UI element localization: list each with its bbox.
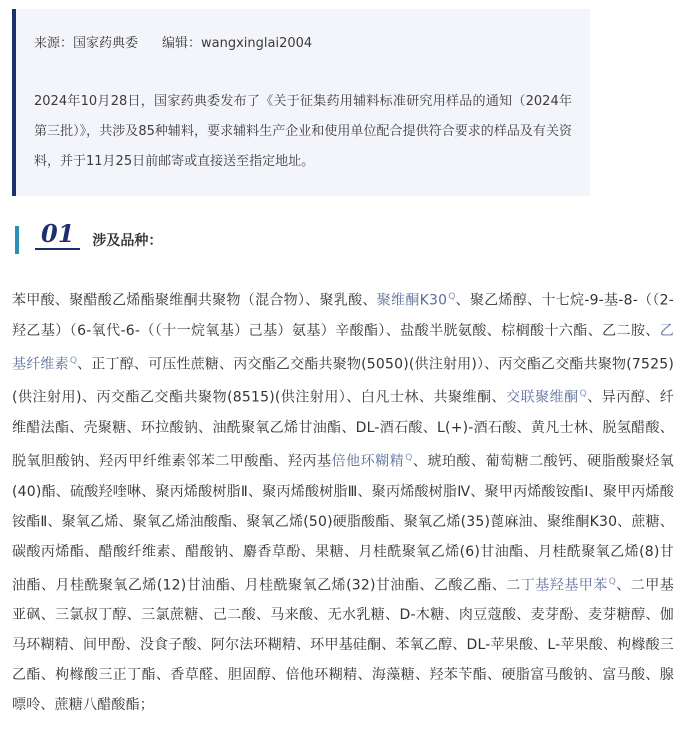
search-icon[interactable]: Q [448, 292, 456, 302]
keyword-link-bht[interactable]: 丁基羟基甲苯 [520, 577, 608, 594]
keyword-link-crospovidone[interactable]: 交联聚维酮 [506, 389, 579, 406]
keyword-link-pvp-k30[interactable]: 聚维酮K30 [376, 292, 448, 309]
search-icon[interactable]: Q [608, 576, 617, 587]
source-info-box [12, 9, 590, 196]
varieties-list [12, 282, 674, 720]
list-text: 、琥珀酸、葡萄糖二酸钙、硬脂酸聚烃氧(40)酯、硫酸羟喹啉、聚丙烯酸树脂Ⅱ、聚丙烯酸树脂Ⅲ、聚丙烯酸树脂Ⅳ、聚甲丙烯酸铵酯Ⅰ、聚甲丙烯酸铵酯Ⅱ、聚氧乙烯、聚氧乙烯油酸酯、聚氧乙烯(50)硬脂酸酯、聚氧乙烯(35)蓖麻油、聚维酮K30、蔗糖、碳酸丙烯酯、醋酸纤维素、醋酸钠、麝香草酚、果糖、月桂酰聚氧乙烯(6)甘油酯、月桂酰聚氧乙烯(8)甘油酯、月桂酰聚氧乙烯(12)甘油酯、月桂酰聚氧乙烯(32)甘油酯、乙酸乙酯、二 [12, 453, 675, 594]
source-label: 来源：国家药典委 [34, 36, 139, 51]
section-number: 01 [35, 222, 80, 250]
list-text: 、二甲基亚砜、三氯叔丁醇、三氯蔗糖、己二酸、马来酸、无水乳糖、D-木糖、肉豆蔻酸、麦芽酚、麦芽糖醇、伽马环糊精、间甲酚、没食子酸、阿尔法环糊精、环甲基硅酮、苯氧乙醇、DL-苹果酸、L-苹果酸、枸橼酸三乙酯、枸橼酸三正丁酯、香草醛、胆固醇、倍他环糊精、海藻糖、羟苯苄酯、硬脂富马酸钠、富马酸、腺嘌呤、蔗糖八醋酸酯； [12, 577, 674, 714]
section-accent-bar [15, 226, 19, 254]
summary-paragraph: 2024年10月28日，国家药典委发布了《关于征集药用辅料标准研究用样品的通知（2024年第三批）》，共涉及85种辅料，要求辅料生产企业和使用单位配合提供符合要求的样品及有关资料，并于11月25日前邮寄或直接送至指定地址。 [34, 94, 572, 169]
section-heading [15, 219, 163, 256]
list-text: 、正丁醇、可压性蔗糖、丙交酯乙交酯共聚物(5050)(供注射用)）、丙交酯乙交酯共聚物(7525)(供注射用)、丙交酯乙交酯共聚物(8515)(供注射用）、白凡士林、共聚维酮、 [12, 356, 674, 406]
meta-line [34, 35, 572, 53]
list-text: 、异丙醇、纤维醋法酯、壳聚糖、环拉酸钠、油酰聚氧乙烯甘油酯、DL-酒石酸、L(+)-酒石酸、黄凡士林、脱氢醋酸、脱氧胆酸钠、羟丙甲纤维素邻苯二甲酸酯、羟丙基 [12, 389, 674, 470]
search-icon[interactable]: Q [579, 389, 587, 400]
editor-label: 编辑：wangxinglai2004 [162, 36, 313, 51]
section-title: 涉及品种： [92, 233, 163, 249]
keyword-link-betadex[interactable]: 倍他环糊精 [331, 453, 405, 470]
search-icon[interactable]: Q [69, 355, 78, 366]
list-text: 苯甲酸、聚醋酸乙烯酯聚维酮共聚物（混合物）、聚乳酸、 [12, 292, 377, 309]
search-icon[interactable]: Q [405, 452, 413, 463]
list-text: 、聚乙烯醇、十七烷-9-基-8-（（2-羟乙基）（6-氧代-6-（（十一烷氧基）己基）氨基）辛酸酯）、盐酸半胱氨酸、棕榈酸十六酯、乙二胺、 [12, 292, 674, 339]
keyword-link-ethylcellulose[interactable]: 乙基纤维素 [12, 322, 674, 373]
